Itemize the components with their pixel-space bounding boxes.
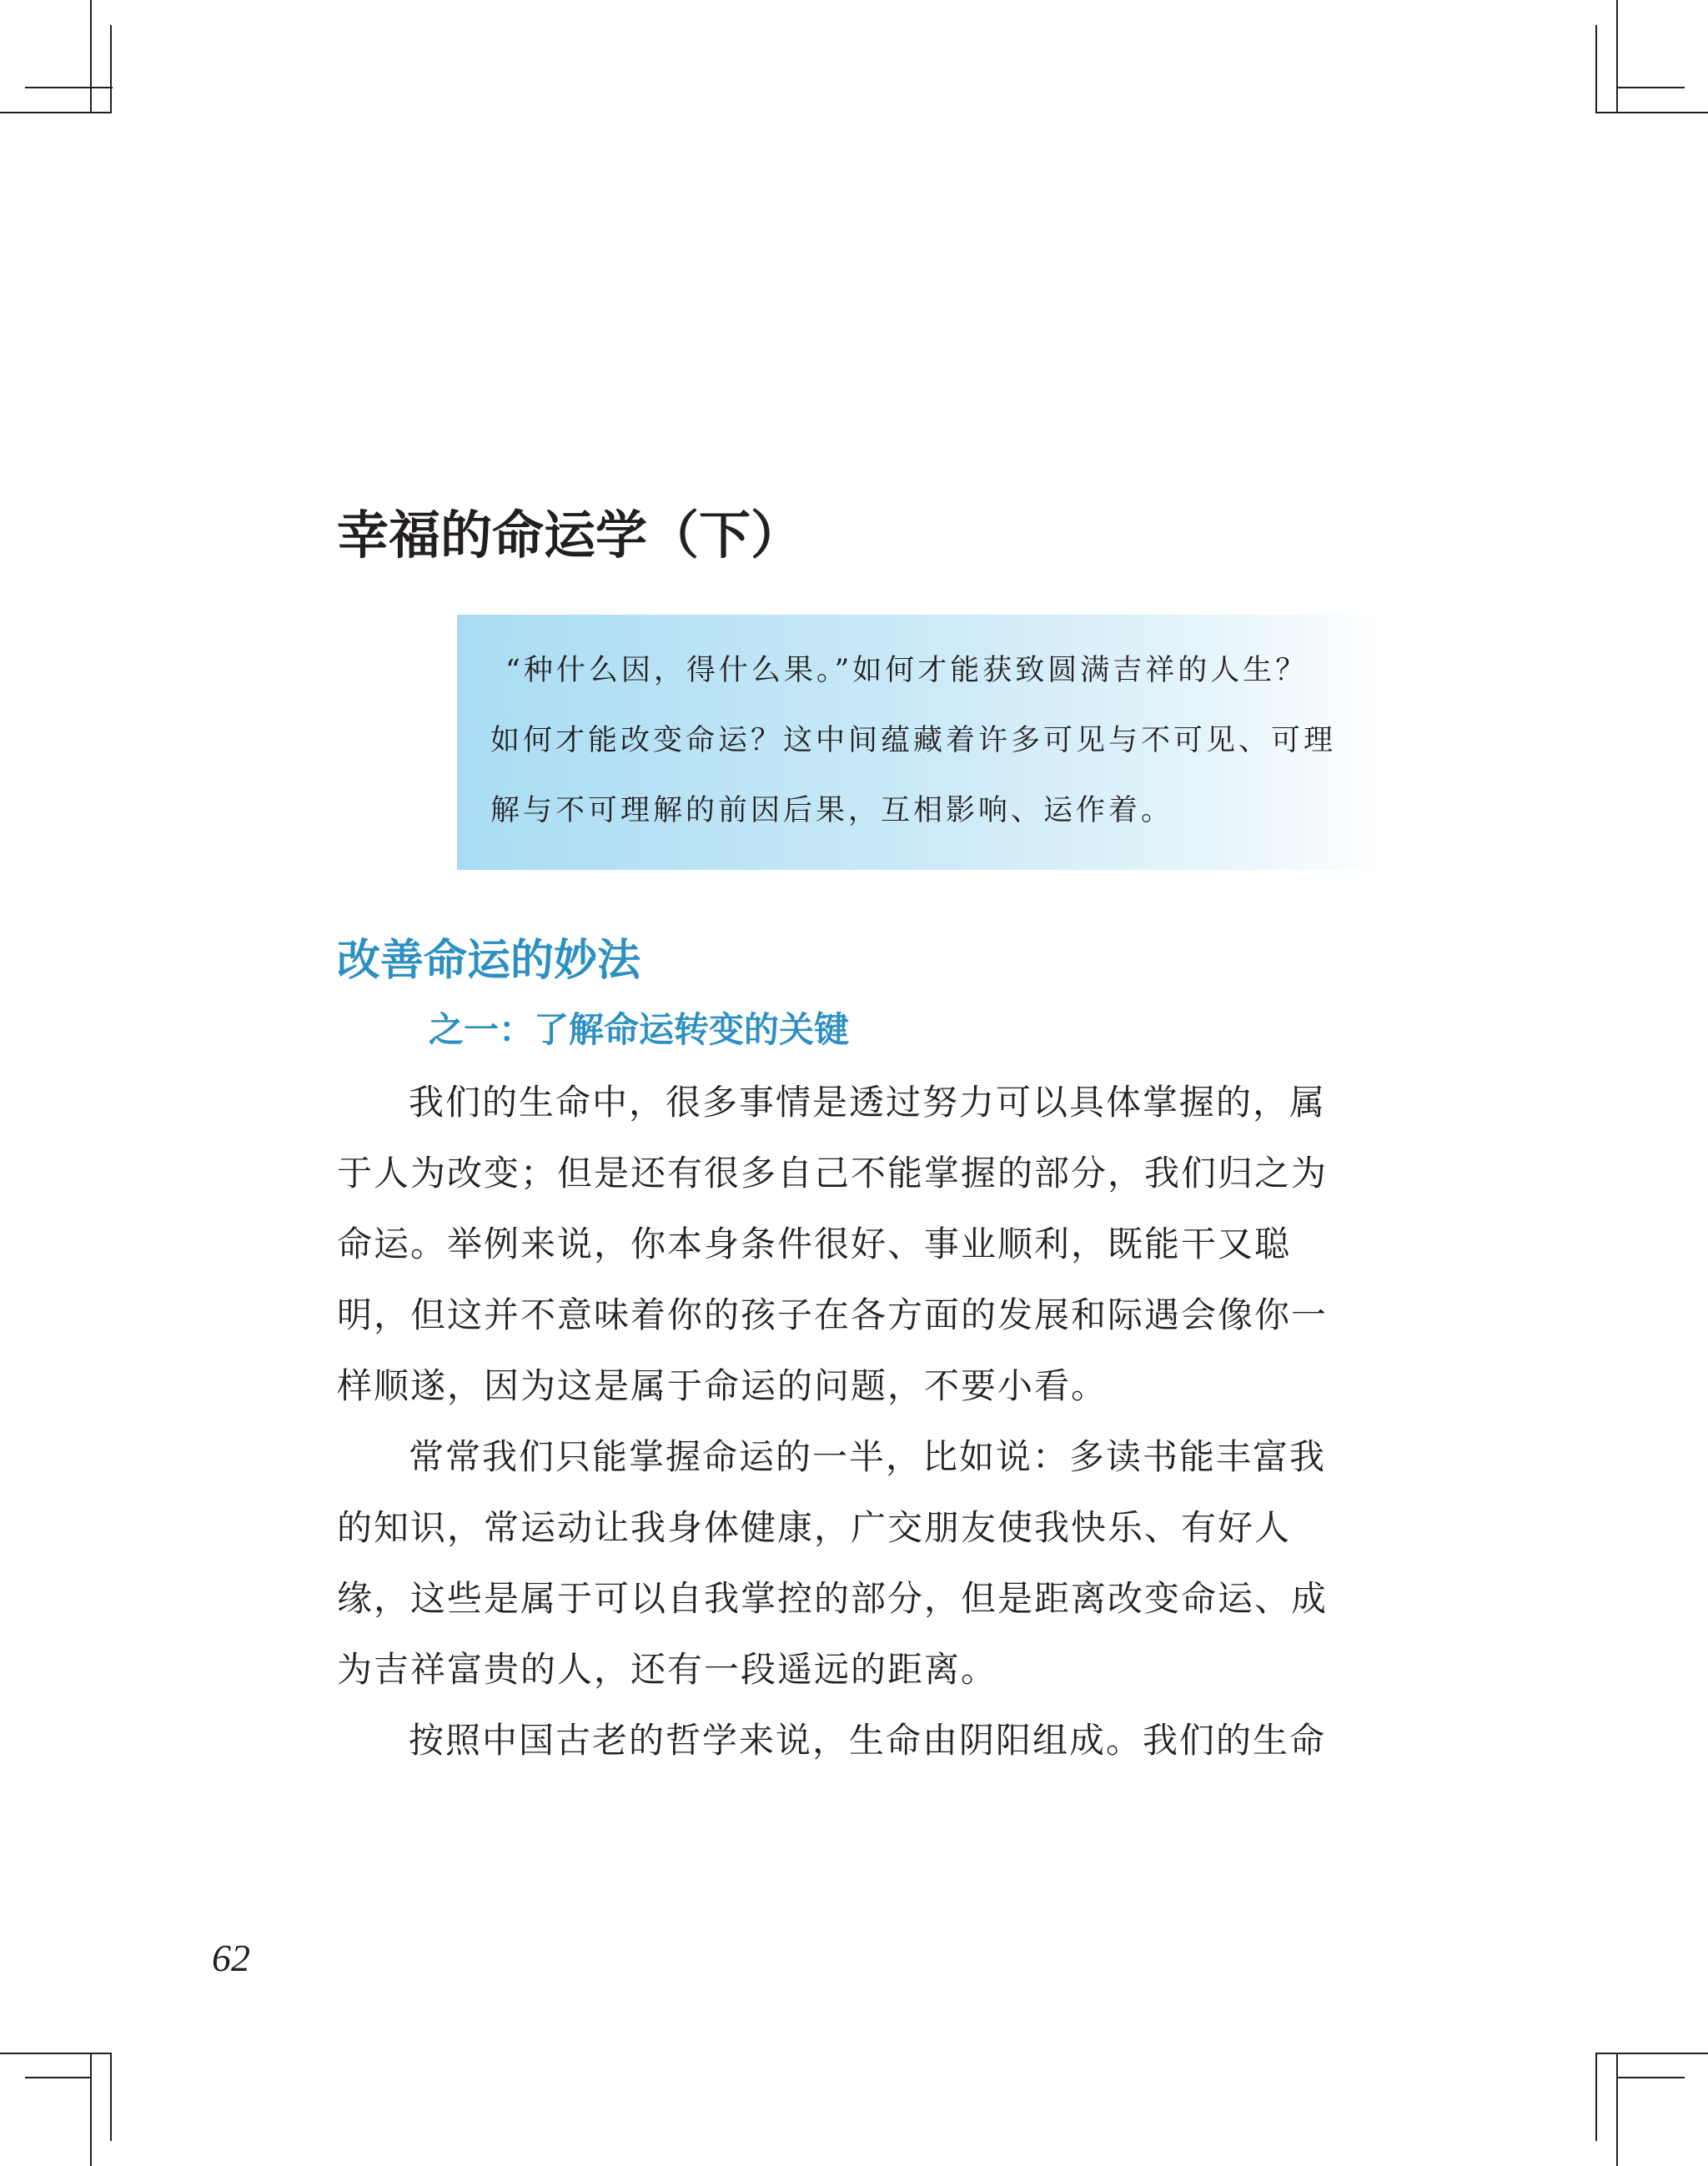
body-line: 命运。举例来说，你本身条件很好、事业顺利，既能干又聪 — [337, 1224, 1292, 1264]
body-line: 的知识，常运动让我身体健康，广交朋友使我快乐、有好人 — [337, 1507, 1292, 1548]
body-line: 我们的生命中，很多事情是透过努力可以具体掌握的，属 — [409, 1082, 1327, 1123]
body-line: 为吉祥富贵的人，还有一段遥远的距离。 — [337, 1649, 998, 1690]
body-line: 按照中国古老的哲学来说，生命由阴阳组成。我们的生命 — [409, 1720, 1327, 1761]
body-line: 明，但这并不意味着你的孩子在各方面的发展和际遇会像你一 — [337, 1294, 1329, 1335]
chapter-title: 幸福的命运学（下） — [337, 505, 803, 565]
intro-line: “种什么因，得什么果。”如何才能获致圆满吉祥的人生？ — [505, 654, 1309, 687]
sub-heading: 之一：了解命运转变的关键 — [429, 1009, 850, 1050]
body-line: 常常我们只能掌握命运的一半，比如说：多读书能丰富我 — [409, 1436, 1327, 1477]
intro-line: 解与不可理解的前因后果，互相影响、运作着。 — [490, 794, 1174, 827]
intro-line: 如何才能改变命运？这中间蕴藏着许多可见与不可见、可理 — [490, 724, 1337, 757]
section-heading: 改善命运的妙法 — [337, 935, 641, 986]
page-number: 62 — [212, 1937, 250, 1979]
body-line: 样顺遂，因为这是属于命运的问题，不要小看。 — [337, 1365, 1108, 1406]
body-line: 于人为改变；但是还有很多自己不能掌握的部分，我们归之为 — [337, 1153, 1329, 1194]
intro-quote-box — [457, 615, 1386, 870]
body-line: 缘，这些是属于可以自我掌控的部分，但是距离改变命运、成 — [337, 1578, 1329, 1619]
